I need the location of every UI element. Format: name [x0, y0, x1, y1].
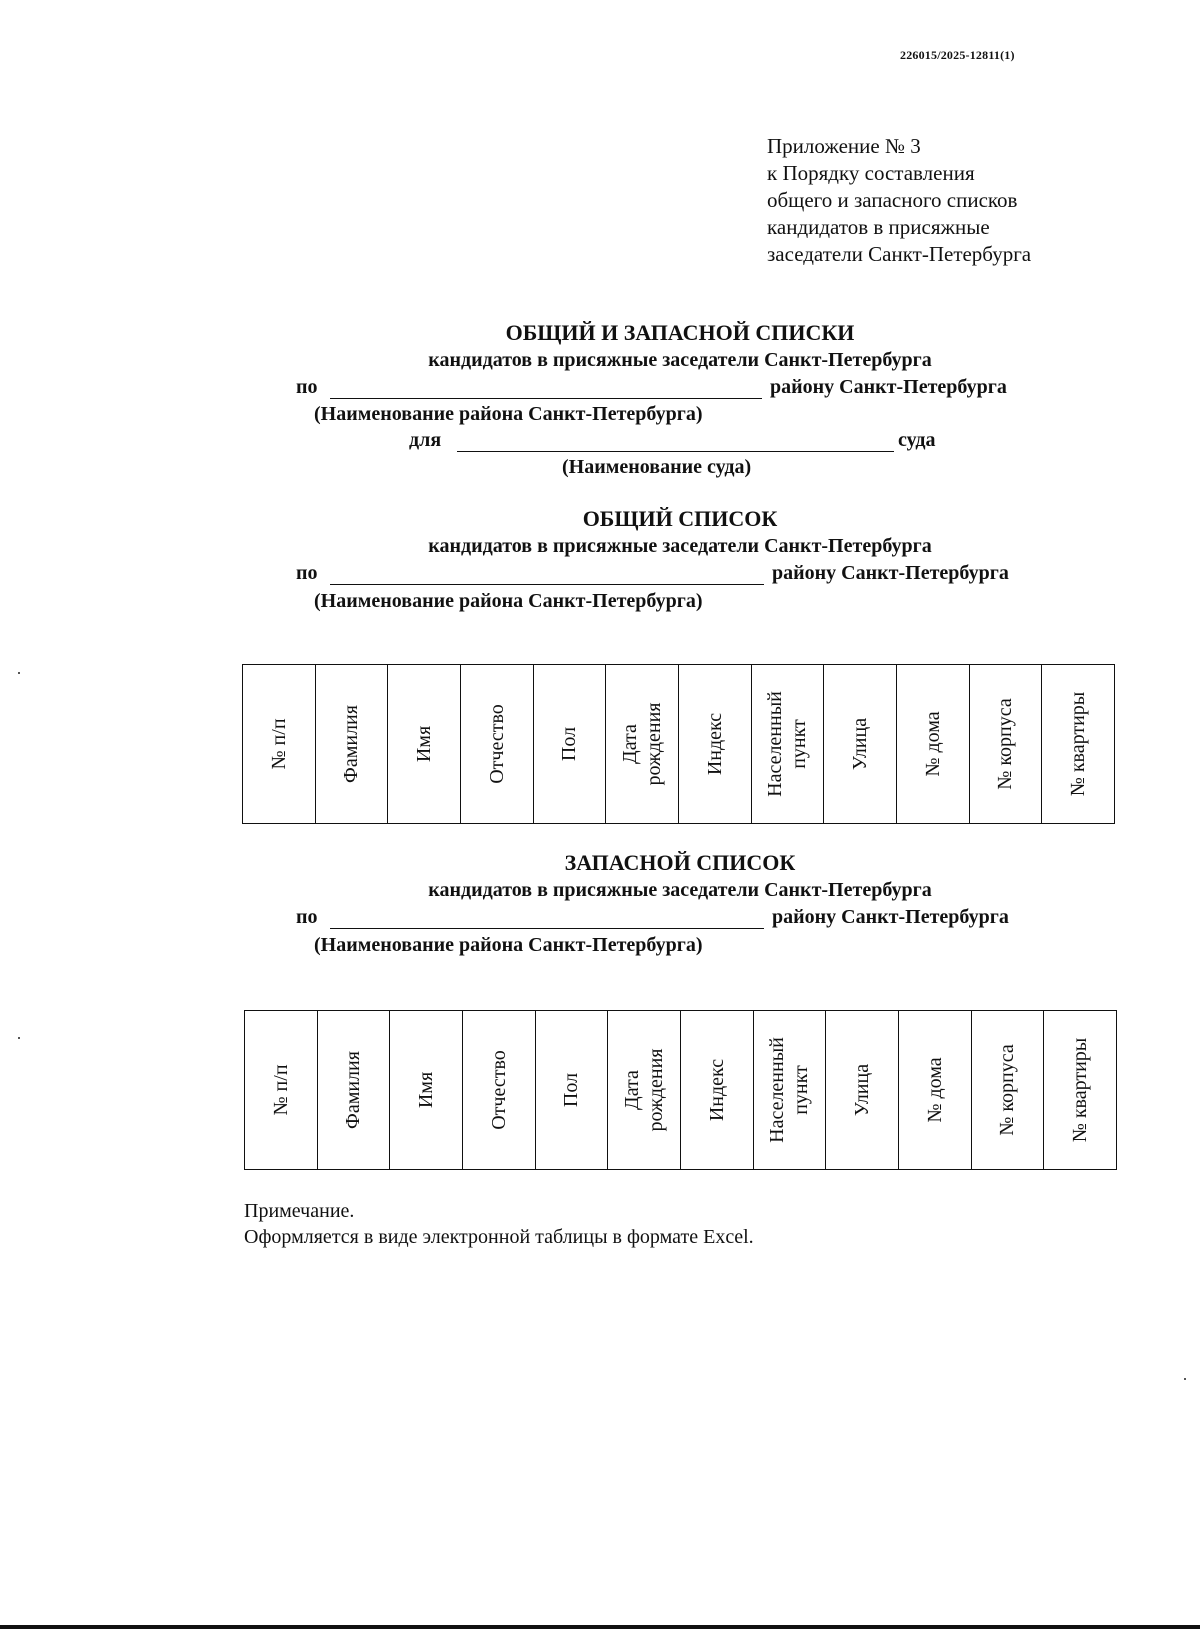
- court-caption: (Наименование суда): [562, 456, 752, 478]
- district-caption: (Наименование района Санкт-Петербурга): [314, 403, 703, 425]
- table-header-row: [243, 665, 1115, 824]
- col-surname: Фамилия: [315, 665, 388, 824]
- appendix-line: заседатели Санкт-Петербурга: [767, 242, 1032, 266]
- col-birth-date: Дата рождения: [606, 665, 679, 824]
- general-district-blank: [330, 584, 764, 585]
- general-list-subtitle: кандидатов в присяжные заседатели Санкт-Петербурга: [428, 535, 932, 557]
- appendix-line: общего и запасного списков: [767, 188, 1018, 212]
- col-apartment: № квартиры: [1042, 665, 1115, 824]
- main-subtitle: кандидатов в присяжные заседатели Санкт-Петербурга: [428, 349, 932, 371]
- col-street: Улица: [826, 1011, 899, 1170]
- reserve-district-suffix: району Санкт-Петербурга: [772, 906, 1009, 928]
- scan-speck: [18, 1037, 20, 1039]
- appendix-block: [767, 133, 1167, 268]
- district-name-blank: [330, 398, 762, 399]
- reserve-district-caption: (Наименование района Санкт-Петербурга): [314, 934, 703, 956]
- general-po-label: по: [296, 562, 318, 584]
- document-number: 226015/2025-12811(1): [900, 48, 1015, 62]
- col-number: № п/п: [243, 665, 316, 824]
- scan-speck: [1184, 1378, 1186, 1380]
- note-text: Оформляется в виде электронной таблицы в формате Excel.: [244, 1226, 754, 1248]
- col-building: № корпуса: [971, 1011, 1044, 1170]
- scan-speck: [18, 672, 20, 674]
- col-birth-date: Дата рождения: [608, 1011, 681, 1170]
- col-patronymic: Отчество: [460, 665, 533, 824]
- col-surname: Фамилия: [317, 1011, 390, 1170]
- general-list-table: [242, 664, 1115, 824]
- court-name-blank: [457, 451, 894, 452]
- district-po-label: по: [296, 376, 318, 398]
- court-suffix: суда: [898, 429, 936, 451]
- general-district-caption: (Наименование района Санкт-Петербурга): [314, 590, 703, 612]
- col-number: № п/п: [245, 1011, 318, 1170]
- general-district-suffix: району Санкт-Петербурга: [772, 562, 1009, 584]
- main-title: ОБЩИЙ И ЗАПАСНОЙ СПИСКИ: [505, 320, 855, 345]
- col-first-name: Имя: [388, 665, 461, 824]
- col-sex: Пол: [535, 1011, 608, 1170]
- appendix-line: к Порядку составления: [767, 161, 975, 185]
- col-locality: Населенный пункт: [751, 665, 824, 824]
- reserve-district-blank: [330, 928, 764, 929]
- col-first-name: Имя: [390, 1011, 463, 1170]
- table-header-row: [245, 1011, 1117, 1170]
- col-index: Индекс: [678, 665, 751, 824]
- col-house: № дома: [898, 1011, 971, 1170]
- general-list-title: ОБЩИЙ СПИСОК: [582, 506, 778, 531]
- district-suffix: району Санкт-Петербурга: [770, 376, 1007, 398]
- reserve-po-label: по: [296, 906, 318, 928]
- appendix-line: Приложение № 3: [767, 134, 921, 158]
- col-building: № корпуса: [969, 665, 1042, 824]
- appendix-line: кандидатов в присяжные: [767, 215, 990, 239]
- reserve-list-title: ЗАПАСНОЙ СПИСОК: [564, 850, 796, 875]
- col-locality: Населенный пункт: [753, 1011, 826, 1170]
- col-index: Индекс: [680, 1011, 753, 1170]
- col-patronymic: Отчество: [462, 1011, 535, 1170]
- scan-edge-bar: [0, 1625, 1200, 1629]
- col-house: № дома: [896, 665, 969, 824]
- col-sex: Пол: [533, 665, 606, 824]
- col-street: Улица: [824, 665, 897, 824]
- reserve-list-table: [244, 1010, 1117, 1170]
- col-apartment: № квартиры: [1044, 1011, 1117, 1170]
- reserve-list-subtitle: кандидатов в присяжные заседатели Санкт-Петербурга: [428, 879, 932, 901]
- court-dlya-label: для: [409, 429, 442, 451]
- note-label: Примечание.: [244, 1200, 355, 1222]
